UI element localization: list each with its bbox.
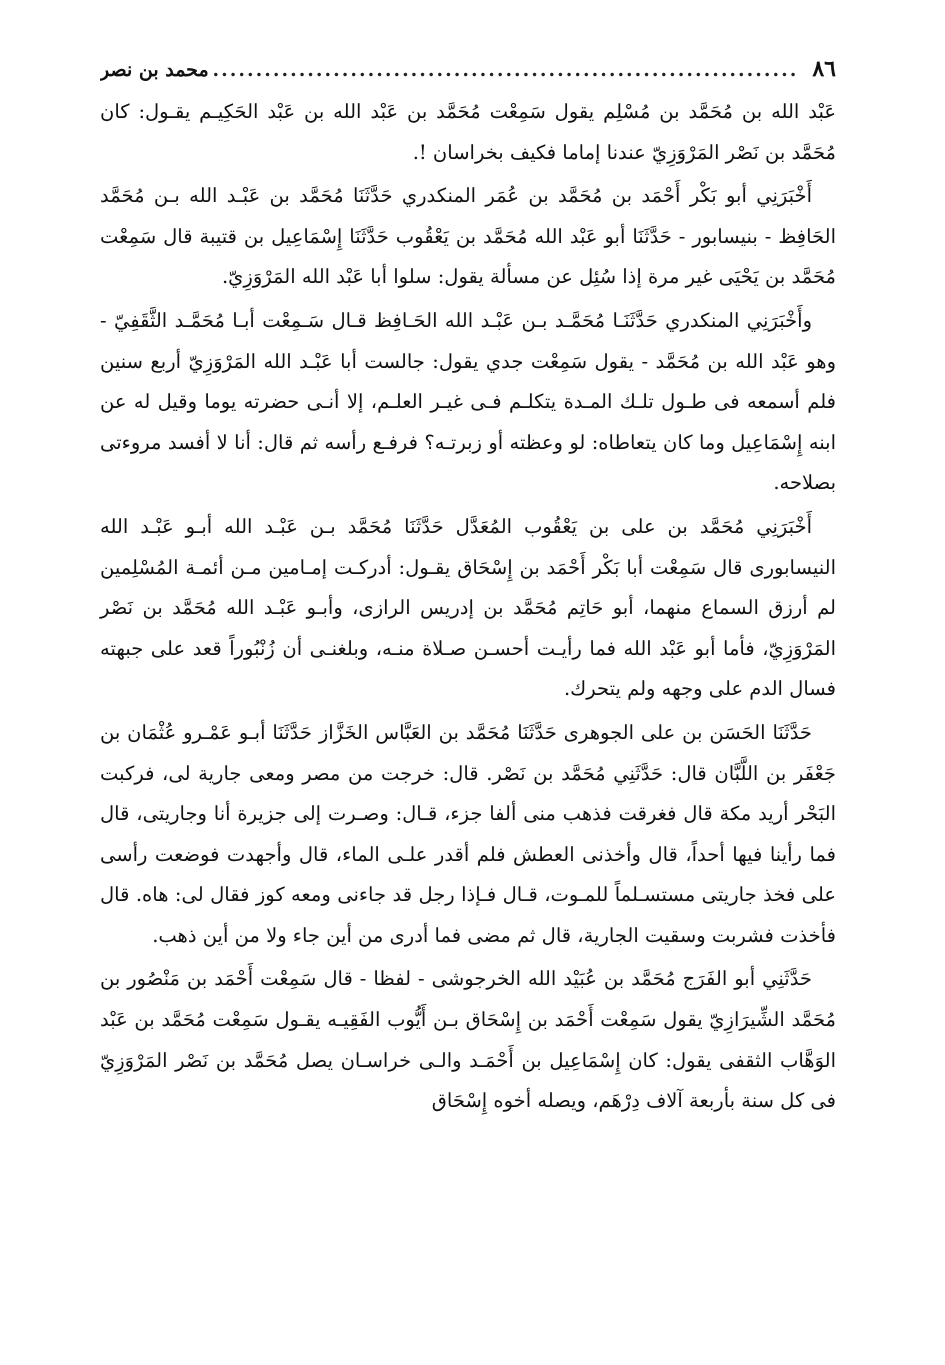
running-title: محمد بن نصر [100,59,209,81]
page-body [100,92,836,1122]
page-header [100,56,836,92]
header-dot-leader [209,59,805,81]
paragraph-1: عَبْد الله بن مُحَمَّد بن مُسْلِم يقول سَمِعْت مُحَمَّد بن عَبْد الله بن عَبْد الحَكِيـم يقـول: كان مُحَمَّد بن نَصْر المَرْوَزِيّ عندنا إماما فكيف بخراسان !. [100,100,836,164]
paragraph-2: أَخْبَرَنِي أبو بَكْر أَحْمَد بن مُحَمَّد بن عُمَر المنكدري حَدَّثَنَا مُحَمَّد بن عَبْـد الله بـن مُحَمَّد الحَافِظ - بنيسابور - حَدَّثَنَا أبو عَبْد الله مُحَمَّد بن يَعْقُوب حَدَّثَنَا إِسْمَاعِيل بن قتيبة قال سَمِعْت مُحَمَّد بن يَحْيَى غير مرة إذا سُئِل عن مسألة يقول: سلوا أبا عَبْد الله المَرْوَزِيّ. [100,184,836,289]
page-number: ٨٦ [812,56,836,82]
paragraph-3: وأَخْبَرَنِي المنكدري حَدَّثَنَـا مُحَمَّـد بـن عَبْـد الله الحَـافِظ قـال سَـمِعْت أبـا مُحَمَّـد الثَّقَفِيّ - وهو عَبْد الله بن مُحَمَّد - يقول سَمِعْت جدي يقول: جالست أبا عَبْـد الله المَرْوَزِيّ أربع سنين فلم أسمعه فى طـول تلـك المـدة يتكلـم فـى غيـر العلـم، إلا أنـى حضرته يوما وقيل له عن ابنه إِسْمَاعِيل وما كان يتعاطاه: لو وعظته أو زبرتـه؟ فرفـع رأسه ثم قال: أنا لا أفسد مروءتى بصلاحه. [100,308,836,495]
paragraph-5: حَدَّثَنَا الحَسَن بن على الجوهرى حَدَّثَنَا مُحَمَّد بن العَبَّاس الخَزَّاز حَدَّثَنَا أبـو عَمْـرو عُثْمَان بن جَعْفَر بن اللَّبَّان قال: حَدَّثَنِي مُحَمَّد بن نَصْر. قال: خرجت من مصر ومعى جارية لى، فركبت البَحْر أريد مكة قال فغرقت فذهب منى ألفا جزء، قـال: وصـرت إلى جزيرة أنا وجاريتى، قال فما رأينا فيها أحداً، قال وأخذنى العطش فلم أقدر علـى الماء، قال وأجهدت فوضعت رأسى على فخذ جاريتى مستسـلماً للمـوت، قـال فـإذا رجل قد جاءنى ومعه كوز فقال لى: هاه. قال فأخذت فشربت وسقيت الجارية، قال ثم مضى فما أدرى من أين جاء ولا من أين ذهب. [100,720,836,947]
paragraph-6: حَدَّثَنِي أبو الفَرَج مُحَمَّد بن عُبَيْد الله الخرجوشى - لفظا - قال سَمِعْت أَحْمَد بن مَنْصُور بن مُحَمَّد الشِّيرَازِيّ يقول سَمِعْت أَحْمَد بن إِسْحَاق بـن أَيُّوب الفَقِيـه يقـول سَمِعْت مُحَمَّد بن عَبْد الوَهَّاب الثقفى يقول: كان إِسْمَاعِيل بن أَحْمَـد والـى خراسـان يصل مُحَمَّد بن نَصْر المَرْوَزِيّ فى كل سنة بأربعة آلاف دِرْهَم، ويصله أخوه إِسْحَاق [100,967,836,1113]
book-page [100,56,836,1346]
paragraph-4: أَخْبَرَنِي مُحَمَّد بن على بن يَعْقُوب المُعَدَّل حَدَّثَنَا مُحَمَّد بـن عَبْـد الله أبـو عَبْـد الله النيسابورى قال سَمِعْت أبا بَكْر أَحْمَد بن إِسْحَاق يقـول: أدركـت إمـامين مـن أئمـة المُسْلِمين لم أرزق السماع منهما، أبو حَاتِم مُحَمَّد بن إدريس الرازى، وأبـو عَبْـد الله مُحَمَّد بن نَصْر المَرْوَزِيّ، فأما أبو عَبْد الله فما رأيـت أحسـن صـلاة منـه، وبلغنـى أن زُنْبُوراً قعد على جبهته فسال الدم على وجهه ولم يتحرك. [100,514,836,701]
